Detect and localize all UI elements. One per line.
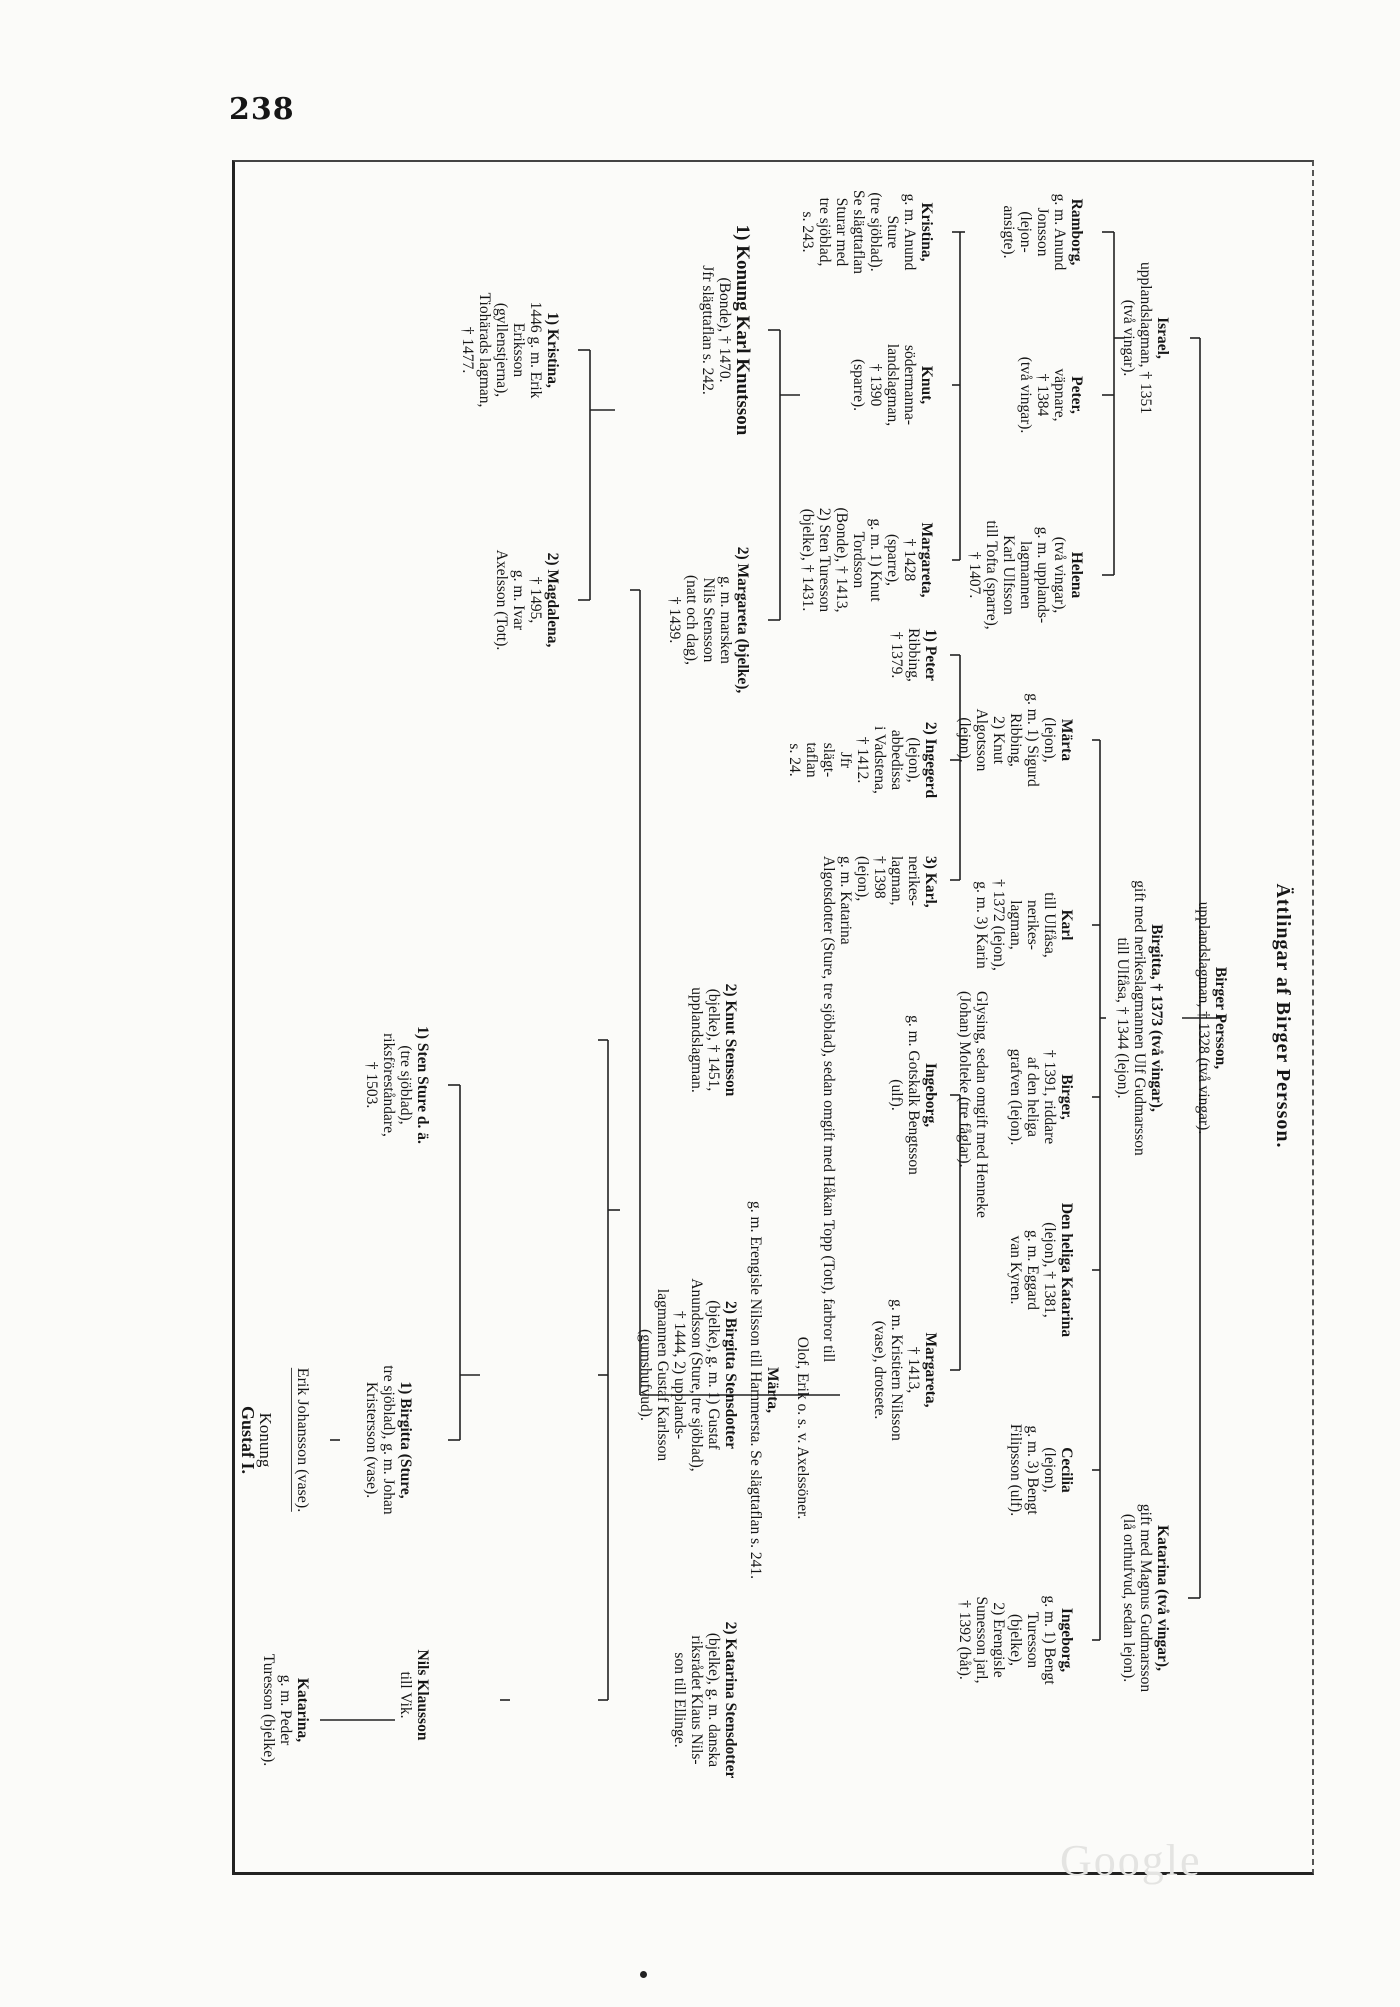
person-name: Birger, — [1058, 1074, 1075, 1120]
person-margareta — [782, 507, 952, 612]
person-details: † 1428 (sparre), g. m. 1) Knut Tordsson (Bonde), † 1413, 2) Sten Turesson (bjelke), † 1431. — [799, 507, 918, 613]
person-margareta-vase — [854, 1299, 956, 1441]
person-kristina-1446 — [442, 293, 578, 408]
person-peter-ribbing — [871, 628, 956, 682]
person-details: † 1413, g. m. Kristiern Nilsson (vase), drotsete. — [871, 1299, 922, 1441]
person-details: nerikes- lagman, † 1398 (lejon), g. m. Katarina Algotsdotter (Sture, tre sjöblad), sedan omgift med Håkan Topp (Tott), farbror till — [820, 856, 922, 1363]
person-name: 1) Sten Sture d. ä. — [414, 1026, 431, 1144]
person-name: Birgitta, † 1373 (två vingar), — [1148, 924, 1165, 1112]
person-knut — [833, 344, 952, 426]
person-name: Katarina, — [294, 1677, 311, 1743]
person-king-karl-knutsson — [682, 225, 768, 436]
person-name: 3) Karl, — [922, 856, 939, 908]
person-katarina — [1103, 1504, 1188, 1692]
person-name: Kristina, — [918, 202, 935, 262]
person-ingeborg-bengtsson — [871, 1015, 956, 1175]
person-details: till Vik. — [397, 1671, 414, 1719]
person-details: (bjelke), † 1451, upplandslagman. — [688, 987, 722, 1093]
person-peter — [1000, 357, 1102, 434]
person-karl — [956, 879, 1092, 971]
person-details: gift med Magnus Gudmarsson (lå orthufvud, sedan lejon). — [1120, 1503, 1154, 1693]
person-name: Knut, — [918, 365, 935, 405]
person-details: (lejon), g. m. 1) Sigurd Ribbing, 2) Knut Algotsson (lejon). — [956, 693, 1058, 787]
person-name: Märta, — [764, 1366, 781, 1414]
person-name: 1) Peter — [922, 628, 939, 682]
person-details: tre sjöblad), g. m. Johan Kristersson (vase). — [363, 1365, 397, 1515]
person-details: (lejon), g. m. 3) Bengt Filipsson (ulf). — [1007, 1423, 1058, 1517]
person-name: Cecilia — [1058, 1447, 1075, 1493]
person-margareta-bjelke — [649, 547, 768, 693]
person-ingeborg — [939, 1595, 1092, 1684]
marriage-details: Glysing, sedan omgift med Henneke (Johan) Molteke (tre fåglar). — [956, 991, 990, 1218]
person-details: till Ulfåsa, nerikes- lagman, † 1372 (lejon), g. m. 3) Karin — [973, 879, 1058, 971]
person-details: södermanna- landslagman, † 1390 (sparre). — [850, 343, 918, 427]
person-details: (lejon), abbedissa i Vadstena, † 1412. Jfr slägt- taflan s. 24. — [786, 726, 922, 794]
watermark: Google — [1060, 1836, 1202, 1885]
person-israel — [1103, 262, 1188, 414]
person-details: g. m. 1) Bengt Turesson (bjelke), 2) Erengisle Sunesson jarl, † 1392 (båt). — [956, 1595, 1058, 1685]
person-heliga-katarina — [990, 1203, 1092, 1337]
person-details: (två vingar), g. m. upplands- lagmannen Karl Ulfsson till Tofta (sparre), † 1407. — [966, 520, 1068, 630]
person-details: g. m. Anund Sture (tre sjöblad). Se slägttaflan Sturar med tre sjöblad, s. 243. — [799, 190, 918, 274]
rotated-tree-content — [232, 158, 1316, 1874]
person-details: g. m. Gotskalk Bengtsson (ulf). — [888, 1015, 922, 1175]
person-details: Ribbing, † 1379. — [888, 628, 922, 682]
person-details: (tre sjöblad), riksföreståndare, † 1503. — [363, 1033, 414, 1137]
person-name: Den heliga Katarina — [1058, 1202, 1075, 1338]
person-katarina-stensdotter — [654, 1622, 756, 1779]
person-name: Birger Persson, — [1212, 966, 1229, 1070]
person-name: Peter, — [1068, 376, 1085, 414]
person-details: g. m. marsken Nils Stensson (natt och dag), † 1439. — [666, 575, 734, 665]
person-birgitta — [1097, 880, 1182, 1156]
person-name: 2) Katarina Stensdotter — [722, 1621, 739, 1779]
person-details: g. m. Anund Jonsson (lejon- ansigte). — [1000, 193, 1068, 271]
person-details: g. m. Peder Turesson (bjelke). — [260, 1653, 294, 1767]
person-details: väpnare, † 1384 (två vingar). — [1017, 356, 1068, 434]
person-katarina-turesson — [243, 1654, 328, 1766]
person-details: gift med nerikeslagmannen Ulf Gudmarsson till Ulfåsa, † 1344 (lejon). — [1114, 880, 1148, 1156]
king-gustaf-name: Gustaf I. — [238, 1405, 258, 1475]
person-details: † 1495, g. m. Ivar Axelsson (Tott). — [493, 549, 544, 651]
person-details: 1446 g. m. Erik Eriksson (gyllenstjerna), Tiohärads lagman, † 1477. — [459, 292, 544, 408]
person-name: 2) Knut Stensson — [722, 983, 739, 1097]
person-name: 2) Birgitta Stensdotter — [722, 1300, 739, 1450]
person-name: Israel, — [1154, 317, 1171, 359]
person-name: Karl — [1058, 909, 1075, 941]
person-details: upplandslagman, † 1328 (två vingar). — [1195, 901, 1212, 1135]
axelssoner-line — [794, 1337, 828, 1519]
person-helena — [949, 520, 1102, 629]
person-name: 2) Magdalena, — [544, 552, 561, 648]
person-name: Ramborg, — [1068, 198, 1085, 266]
person-sten-sture — [346, 1026, 448, 1144]
person-name: 1) Kristina, — [544, 312, 561, 388]
person-name: 1) Konung Karl Knutsson — [732, 224, 753, 436]
person-magdalena — [476, 550, 578, 651]
person-kristina — [782, 190, 952, 274]
person-name: Märta — [1058, 718, 1075, 762]
person-nils-klausson — [380, 1650, 448, 1741]
person-knut-stensson — [671, 984, 756, 1097]
person-ramborg — [983, 194, 1102, 271]
karin-glysing-line — [956, 991, 1007, 1218]
person-ingegerd — [769, 722, 956, 798]
person-birgitta-sture — [329, 1365, 448, 1514]
person-marta — [939, 693, 1092, 786]
person-details: (lejon), † 1381, g. m. Eggard van Kyren. — [1007, 1222, 1058, 1318]
page-title: Ättlingar af Birger Persson. — [1272, 883, 1294, 1149]
person-details: (Bonde), † 1470. Jfr slägttaflan s. 242. — [699, 265, 733, 395]
gustaf-lineage — [238, 1368, 328, 1512]
page-dot — [640, 1971, 647, 1978]
person-details: † 1391, riddare af den heliga grafven (lejon). — [1007, 1048, 1058, 1146]
person-cecilia — [990, 1424, 1092, 1516]
person-name: 2) Margareta (bjelke), — [734, 546, 751, 694]
person-birgitta-stensdotter — [620, 1278, 756, 1471]
root-person — [1178, 902, 1246, 1134]
person-details: (bjelke), g. m. danska riksrådet Klaus Nils- son till Ellinge. — [671, 1632, 722, 1768]
erik-johansson-label: Erik Johansson (vase). — [291, 1368, 311, 1512]
king-label: Konung — [256, 1412, 275, 1468]
person-name: Katarina (två vingar), — [1154, 1525, 1171, 1671]
person-name: Ingeborg, — [1058, 1607, 1075, 1673]
person-details: upplandslagman, † 1351 (två vingar). — [1120, 262, 1154, 414]
person-name: Helena — [1068, 551, 1085, 599]
person-name: Margareta, — [922, 1332, 939, 1408]
lineage-note: Olof, Erik o. s. v. Axelssöner. — [794, 1336, 811, 1520]
person-name: Ingeborg, — [922, 1062, 939, 1128]
person-name: Margareta, — [918, 522, 935, 598]
person-name: 2) Ingegerd — [922, 721, 939, 799]
page-number: 238 — [229, 92, 295, 127]
person-details: (bjelke), g. m. 1) Gustaf Anundsson (Sture, tre sjöblad), † 1444, 2) upplands- lagmannen Gustaf Karlsson (gumshufvud). — [637, 1278, 722, 1472]
person-name: Nils Klausson — [414, 1649, 431, 1741]
person-details: g. m. Erengisle Nilsson till Hammersta. Se slägttaflan s. 241. — [747, 1201, 764, 1579]
person-name-display: 1) Birgitta (Sture, — [397, 1381, 414, 1499]
